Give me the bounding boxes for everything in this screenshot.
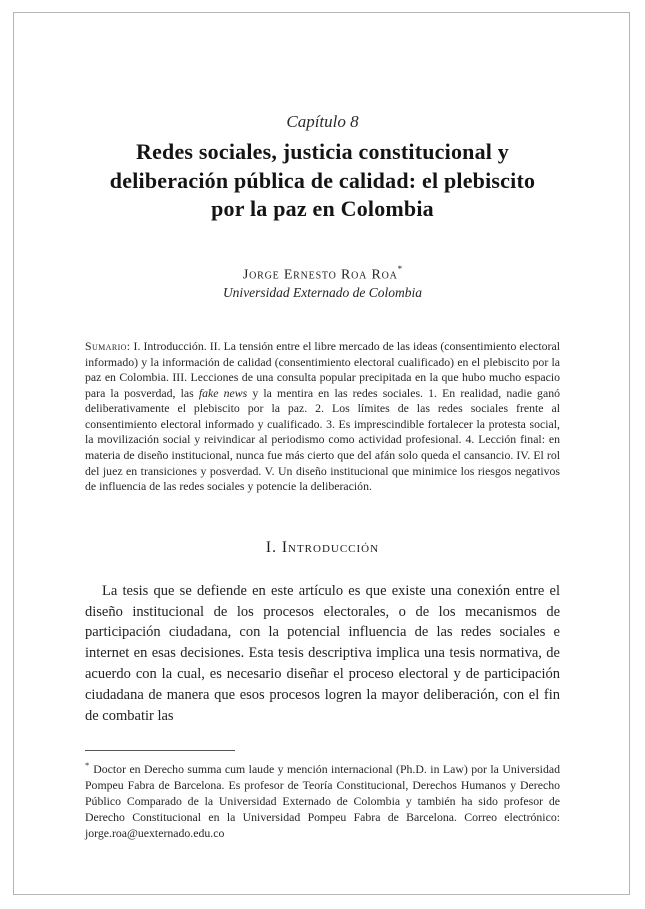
sumario-text-before-italic: I. Introducción. II. La tensión entre el libre mercado de las ideas (consentimiento electoral informado) y la información de calidad (consentimiento electoral cualificado) en el plebiscito por la paz en Colombia. III. Lecciones de una consulta popular precipitada en la que hubo mucho espacio para la posverdad, las [85, 339, 560, 400]
chapter-title [85, 138, 560, 224]
sumario-text-after-italic: y la mentira en las redes sociales. 1. En realidad, nadie ganó deliberativamente el plebiscito por la paz. 2. Los límites de las redes sociales frente al consentimiento electoral informado y cualificado. 3. Es imprescindible fortalecer la protesta social, la movilización social y reivindicar al periodismo como actividad profesional. 4. Lección final: en materia de diseño institucional, nunca fue más cierto que del afán solo queda el cansancio. IV. El rol del juez en transiciones y posverdad. V. Un diseño institucional que minimice los riesgos negativos de influencia de las redes sociales y potencie la deliberación. [85, 385, 560, 494]
sumario-italic-phrase: fake news [198, 385, 248, 400]
author-footnote-marker: * [397, 263, 403, 274]
sumario-paragraph [85, 339, 560, 495]
author-block [85, 264, 560, 283]
footnote-marker: * [85, 760, 90, 770]
section-heading-introduccion: I. Introducción [265, 538, 380, 556]
chapter-title-line-3: por la paz en Colombia [211, 196, 434, 222]
sumario-label: Sumario: [85, 339, 131, 354]
author-affiliation: Universidad Externado de Colombia [222, 285, 423, 301]
chapter-label: Capítulo 8 [286, 112, 359, 131]
page-content [85, 0, 560, 727]
author-name: Jorge Ernesto Roa Roa [242, 267, 398, 283]
footnote-separator-rule [85, 750, 235, 751]
footnote-text [85, 760, 560, 842]
intro-paragraph: La tesis que se defiende en este artículo es que existe una conexión entre el diseño institucional de los procesos electorales, o de los mecanismos de participación ciudadana, con la potencial influencia de las redes sociales e internet en esas decisiones. Esta tesis descriptiva implica una tesis normativa, de acuerdo con la cual, es necesario diseñar el proceso electoral y de participación ciudadana de manera que esos procesos logren la mayor deliberación, con el fin de combatir las [85, 582, 560, 724]
footnote-block [85, 750, 560, 842]
chapter-title-line-2: deliberación pública de calidad: el plebiscito [109, 167, 536, 193]
footnote-body: Doctor en Derecho summa cum laude y mención internacional (Ph.D. in Law) por la Universidad Pompeu Fabra de Barcelona. Es profesor de Teoría Constitucional, Derechos Humanos y Derecho Público Comparado de la Universidad Externado de Colombia y también ha sido profesor de Derecho Constitucional en la Universidad Pompeu Fabra de Barcelona. Correo electrónico: jorge.roa@uexternado.edu.co [85, 761, 560, 840]
chapter-title-line-1: Redes sociales, justicia constitucional y [135, 139, 509, 164]
